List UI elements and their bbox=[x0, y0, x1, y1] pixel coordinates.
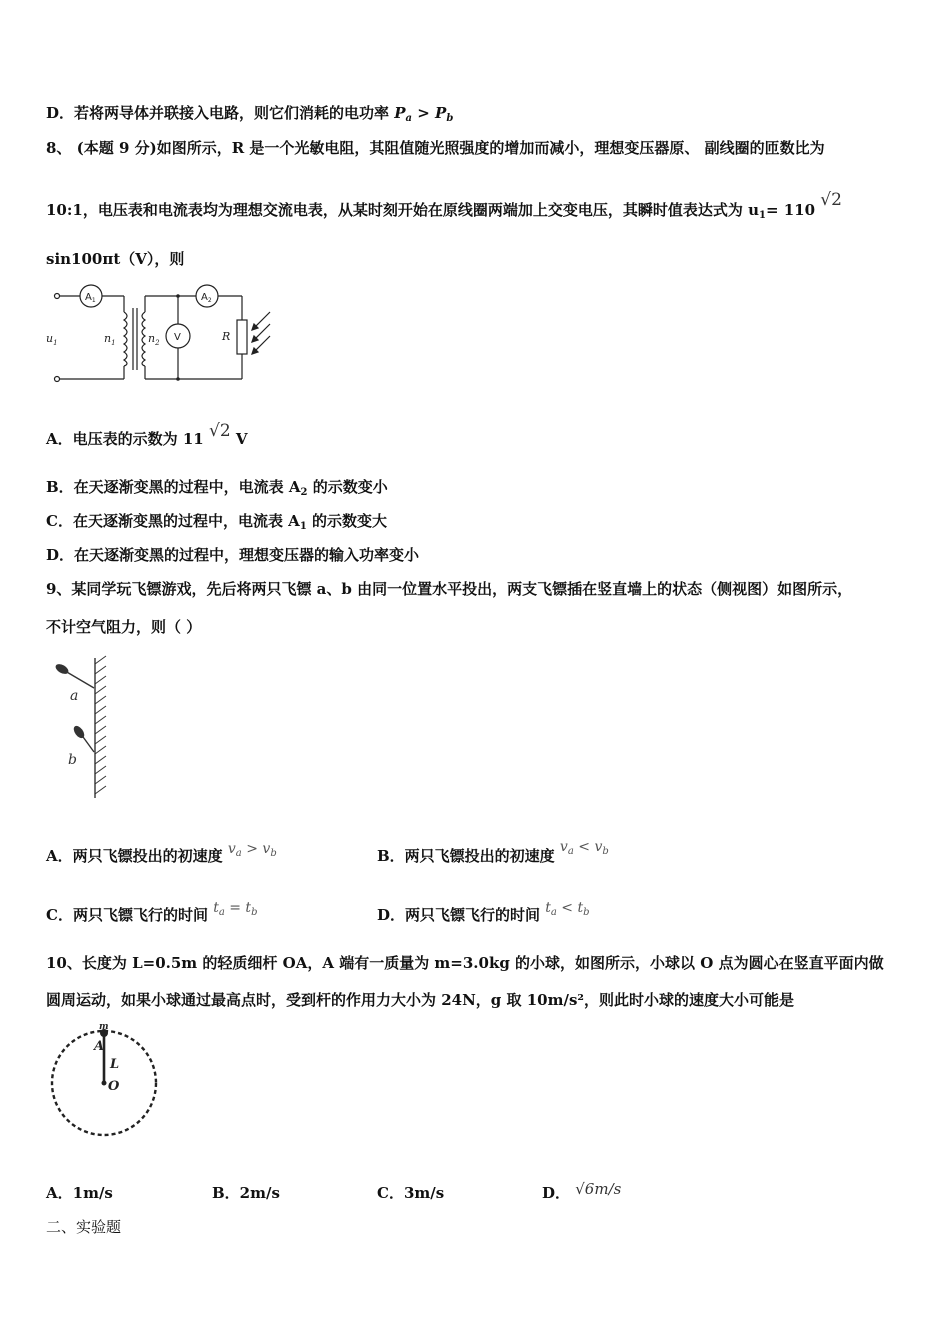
ammeter-a1-label: $A_1$ bbox=[85, 292, 96, 304]
q9-option-d: D．两只飞镖飞行的时间 $t_a < t_b$ bbox=[377, 900, 590, 924]
ammeter-a2-label: $A_2$ bbox=[201, 292, 212, 304]
q9-option-d-math: $t_a < t_b$ bbox=[545, 900, 590, 918]
q9-option-b: B．两只飞镖投出的初速度 $v_a < v_b$ bbox=[377, 839, 609, 865]
r-label: R bbox=[222, 330, 231, 343]
q8-option-b: B．在天逐渐变黑的过程中，电流表 $A_2$ 的示数变小 bbox=[46, 478, 388, 498]
q10-stem-line2: 圆周运动，如果小球通过最高点时，受到杆的作用力大小为 24N，g 取 10m/s²，则此时小球的速度大小可能是 bbox=[46, 991, 794, 1009]
q10-option-a: A．1m/s bbox=[46, 1184, 113, 1202]
q10-option-d: D． √6m/s bbox=[542, 1180, 622, 1202]
q8-stem-line1: 8、 (本题 9 分)如图所示，R 是一个光敏电阻，其阻值随光照强度的增加而减小，理想变压器原、 副线圈的匝数比为 bbox=[46, 139, 825, 157]
q9-option-c-math: $t_a = t_b$ bbox=[213, 900, 258, 918]
point-a-label: A bbox=[94, 1039, 105, 1054]
center-o-label: O bbox=[108, 1079, 120, 1094]
section-2-title: 二、实验题 bbox=[46, 1218, 122, 1236]
q10-option-c: C．3m/s bbox=[377, 1184, 445, 1202]
q7-option-d-formula: $P_a > P_b$ bbox=[394, 104, 454, 124]
length-label: L bbox=[110, 1057, 120, 1072]
darts-wall-figure bbox=[46, 654, 116, 802]
mass-label: m bbox=[99, 1022, 109, 1032]
q7-option-d: D．若将两导体并联接入电路，则它们消耗的电功率 $P_a > P_b$ bbox=[46, 104, 454, 124]
q9-option-b-math: $v_a < v_b$ bbox=[559, 839, 609, 857]
q8-stem-line3: sin100πt（V），则 bbox=[46, 250, 185, 268]
q8-option-c: C．在天逐渐变黑的过程中，电流表 $A_1$ 的示数变大 bbox=[46, 512, 388, 532]
sqrt-two: √2 bbox=[208, 421, 231, 441]
dart-b-label: b bbox=[68, 752, 77, 768]
q8-option-a: A．电压表的示数为 11 √2 V bbox=[46, 421, 248, 448]
q10-option-d-math: √6m/s bbox=[575, 1180, 622, 1198]
q8-stem-line2: 10:1，电压表和电流表均为理想交流电表，从某时刻开始在原线圈两端加上交变电压，其瞬时值表达式为 $u_1= 110$ √2 bbox=[46, 190, 842, 221]
rod-circle-figure bbox=[46, 1020, 162, 1138]
q9-option-c: C．两只飞镖飞行的时间 $t_a = t_b$ bbox=[46, 900, 258, 924]
n2-label: $n_2$ bbox=[148, 332, 160, 347]
q9-option-a: A．两只飞镖投出的初速度 $v_a > v_b$ bbox=[46, 841, 277, 865]
u1-label: $u_1$ bbox=[46, 332, 58, 347]
q10-option-b: B．2m/s bbox=[212, 1184, 280, 1202]
q9-option-a-math: $v_a > v_b$ bbox=[227, 841, 277, 859]
sqrt-two: √2 bbox=[820, 190, 842, 210]
n1-label: $n_1$ bbox=[104, 332, 116, 347]
q10-stem-line1: 10、长度为 L=0.5m 的轻质细杆 OA，A 端有一质量为 m=3.0kg 的小球，如图所示，小球以 O 点为圆心在竖直平面内做 bbox=[46, 954, 884, 972]
q9-stem-line1: 9、某同学玩飞镖游戏，先后将两只飞镖 a、b 由同一位置水平投出，两支飞镖插在竖直墙上的状态（侧视图）如图所示， bbox=[46, 580, 853, 598]
transformer-circuit-figure bbox=[44, 284, 276, 388]
q9-stem-line2: 不计空气阻力，则（ ） bbox=[46, 618, 202, 636]
q8-option-d: D．在天逐渐变黑的过程中，理想变压器的输入功率变小 bbox=[46, 546, 420, 564]
voltmeter-label: V bbox=[174, 332, 181, 343]
dart-a-label: a bbox=[70, 688, 79, 704]
